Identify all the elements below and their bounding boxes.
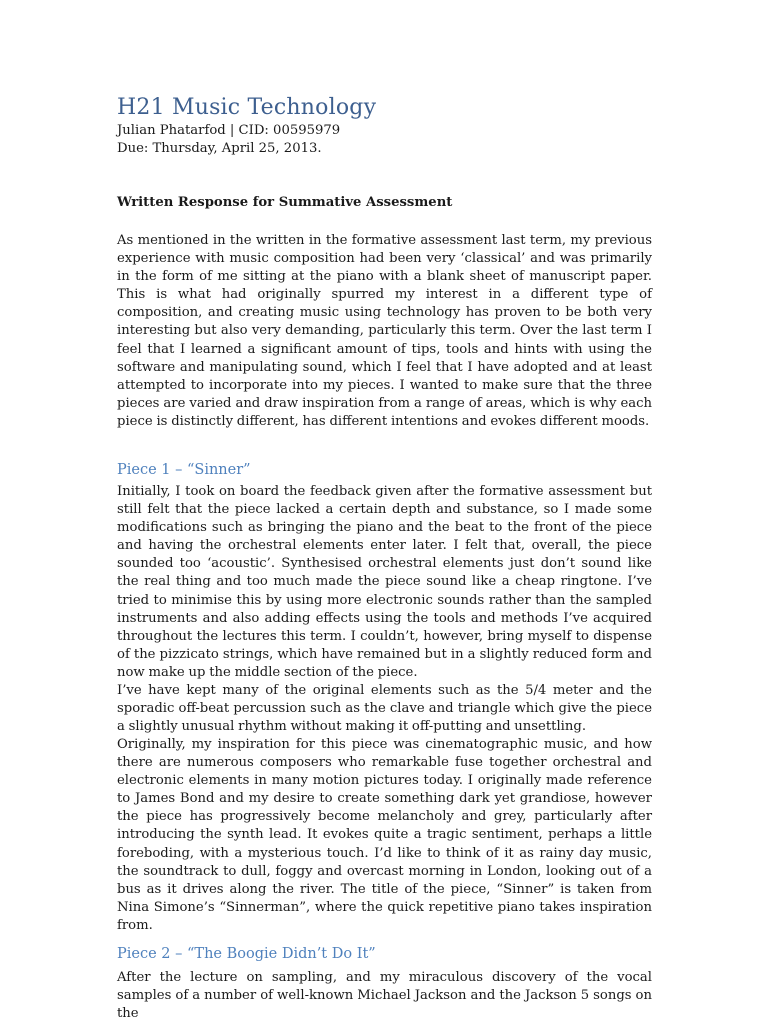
piece-2-paragraph-1: After the lecture on sampling, and my miraculous discovery of the vocal samples of a number of well-known Michael Jackson and the Jackson 5 songs on the: [117, 970, 652, 1022]
piece-1-paragraph-1: Initially, I took on board the feedback given after the formative assessment but still felt that the piece lacked a certain depth and substance, so I made some modifications such as bringing the piano and the beat to the front of the piece and having the orchestral elements enter later. I felt that, overall, the piece sounded too ‘acoustic’. Synthesised orchestral elements just don’t sound like the real thing and too much made the piece sound like a cheap ringtone. I’ve tried to minimise this by using more electronic sounds rather than the sampled instruments and also adding effects using the tools and methods I’ve acquired throughout the lectures this term. I couldn’t, however, bring myself to dispense of the pizzicato strings, which have remained but in a slightly reduced form and now make up the middle section of the piece.: [117, 484, 652, 680]
intro-paragraph: As mentioned in the written in the formative assessment last term, my previous experience with music composition had been very ‘classical’ and was primarily in the form of me sitting at the piano with a blank sheet of manuscript paper. This is what had originally spurred my interest in a different type of composition, and creating music using technology has proven to be both very interesting but also very demanding, particularly this term. Over the last term I feel that I learned a significant amount of tips, tools and hints with using the software and manipulating sound, which I feel that I have adopted and at least attempted to incorporate into my pieces. I wanted to make sure that the three pieces are varied and draw inspiration from a range of areas, which is why each piece is distinctly different, has different intentions and evokes different moods.: [117, 233, 652, 429]
piece-2-heading: Piece 2 – “The Boogie Didn’t Do It”: [117, 946, 376, 962]
piece-1-heading: Piece 1 – “Sinner”: [117, 462, 251, 478]
author-line: Julian Phatarfod | CID: 00595979: [117, 123, 341, 138]
due-date-line: Due: Thursday, April 25, 2013.: [117, 141, 322, 156]
piece-1-paragraph-3: Originally, my inspiration for this piece was cinematographic music, and how there are numerous composers who remarkable fuse together orchestral and electronic elements in many motion pictures today. I originally made reference to James Bond and my desire to create something dark yet grandiose, however the piece has progressively become melancholy and grey, particularly after introducing the synth lead. It evokes quite a tragic sentiment, perhaps a little foreboding, with a mysterious touch. I’d like to think of it as rainy day music, the soundtrack to dull, foggy and overcast morning in London, looking out of a bus as it drives along the river. The title of the piece, “Sinner” is taken from Nina Simone’s “Sinnerman”, where the quick repetitive piano takes inspiration from.: [117, 737, 652, 933]
document-title: H21 Music Technology: [117, 95, 377, 120]
piece-1-paragraph-2: I’ve have kept many of the original elements such as the 5/4 meter and the sporadic off-beat percussion such as the clave and triangle which give the piece a slightly unusual rhythm without making it off-putting and unsettling.: [117, 683, 652, 735]
assessment-heading: Written Response for Summative Assessment: [117, 195, 453, 210]
